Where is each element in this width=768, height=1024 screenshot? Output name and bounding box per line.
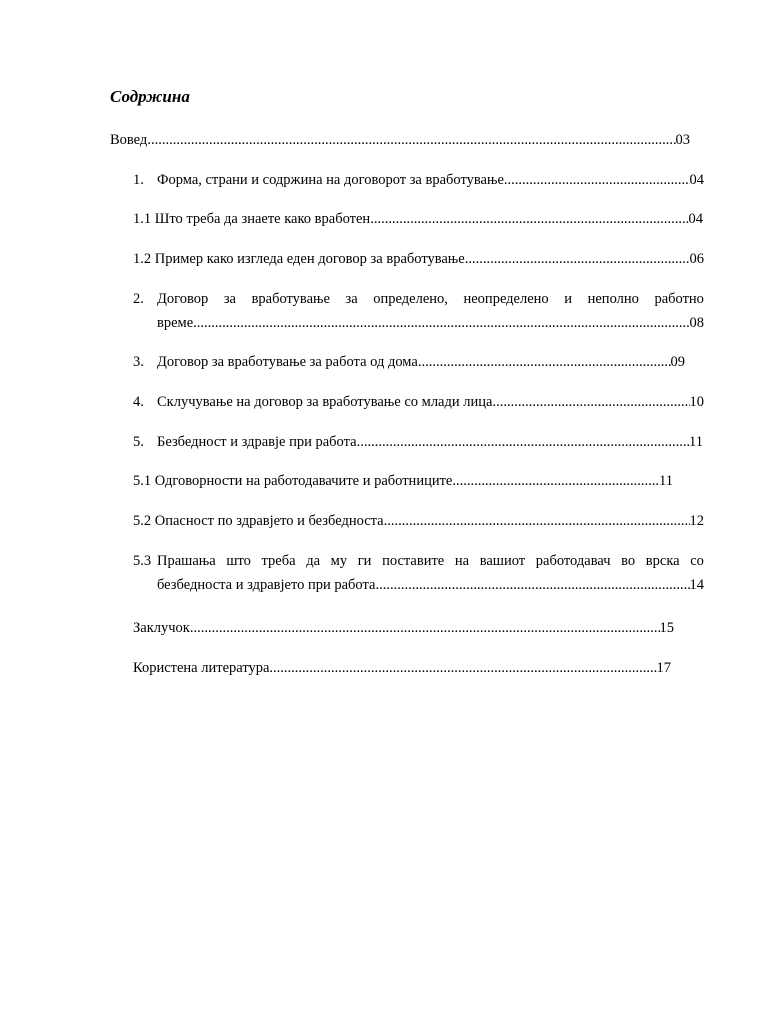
toc-entry-text: Договор за вработување за работа од дома — [157, 354, 418, 370]
toc-word: вашиот — [479, 553, 526, 569]
toc-entry-conclusion[interactable] — [133, 616, 674, 640]
toc-word: и — [564, 291, 573, 307]
toc-entry-3[interactable] — [133, 350, 685, 374]
toc-entry-text-line1 — [157, 549, 704, 573]
toc-word: за — [223, 291, 236, 307]
toc-entry-number: 3. — [133, 354, 144, 370]
toc-entry-5-1[interactable] — [133, 469, 673, 493]
toc-page-number: 04 — [688, 211, 703, 227]
toc-title: Содржина — [110, 87, 190, 106]
toc-word: неполно — [587, 291, 639, 307]
toc-page-number: 03 — [675, 132, 690, 148]
toc-entry-text: време — [157, 315, 194, 331]
toc-entry-5-3[interactable] — [133, 549, 704, 597]
toc-dot-leader — [269, 656, 656, 680]
toc-entry-1-2[interactable] — [133, 247, 704, 271]
toc-entry-text: Заклучок — [133, 620, 190, 636]
toc-word: да — [306, 553, 321, 569]
toc-dot-leader — [370, 207, 688, 231]
toc-entry-number: 1. — [133, 172, 144, 188]
toc-entry-4[interactable] — [133, 390, 704, 414]
toc-word: што — [226, 553, 251, 569]
toc-page-number: 08 — [689, 315, 704, 331]
toc-entry-text: Безбедност и здравје при работа — [157, 434, 357, 450]
toc-entry-text: 5.2 Опасност по здравјето и безбедноста — [133, 513, 384, 529]
toc-entry-text: 5.1 Одговорности на работодавачите и работниците — [133, 473, 453, 489]
toc-page-number: 11 — [689, 434, 703, 450]
toc-entry-text: Склучување на договор за вработување со млади лица — [157, 394, 493, 410]
toc-entry-5-2[interactable] — [133, 509, 704, 533]
toc-entry-5[interactable] — [133, 430, 703, 454]
toc-entry-text: Форма, страни и содржина на договорот за вработување — [157, 172, 504, 188]
toc-word: со — [690, 553, 704, 569]
toc-page-number: 17 — [656, 660, 671, 676]
toc-word: неопределено — [463, 291, 549, 307]
toc-dot-leader — [492, 390, 689, 414]
toc-entry-text: 1.1 Што треба да знаете како вработен — [133, 211, 371, 227]
toc-page-number: 04 — [689, 172, 704, 188]
toc-dot-leader — [465, 247, 690, 271]
toc-word: работно — [654, 291, 704, 307]
toc-dot-leader — [193, 311, 689, 335]
toc-entry-references[interactable] — [133, 656, 671, 680]
toc-page-number: 15 — [659, 620, 674, 636]
toc-entry-number: 5.3 — [133, 553, 152, 569]
toc-entry-introduction[interactable] — [110, 128, 690, 152]
toc-word: треба — [261, 553, 296, 569]
toc-entry-text: 1.2 Пример како изгледа еден договор за вработување — [133, 251, 465, 267]
toc-word: поставите — [382, 553, 445, 569]
toc-entry-number: 5. — [133, 434, 144, 450]
toc-page-number: 06 — [689, 251, 704, 267]
toc-word: работодавач — [535, 553, 611, 569]
toc-word: на — [454, 553, 470, 569]
toc-entry-number: 4. — [133, 394, 144, 410]
toc-dot-leader — [504, 168, 690, 192]
toc-dot-leader — [375, 573, 689, 597]
toc-entry-text: безбедноста и здравјето при работа — [157, 577, 376, 593]
toc-dot-leader — [418, 350, 671, 374]
toc-dot-leader — [357, 430, 689, 454]
toc-word: определено, — [373, 291, 448, 307]
toc-word: вработување — [251, 291, 330, 307]
toc-entry-text: Користена литература — [133, 660, 270, 676]
toc-dot-leader — [452, 469, 659, 493]
toc-page-number: 11 — [659, 473, 673, 489]
toc-word: врска — [645, 553, 680, 569]
toc-word: му — [330, 553, 348, 569]
toc-dot-leader — [190, 616, 660, 640]
toc-entry-1[interactable] — [133, 168, 704, 192]
toc-page-number: 10 — [689, 394, 704, 410]
toc-word: ги — [357, 553, 372, 569]
toc-word: Договор — [157, 291, 209, 307]
toc-entry-number: 2. — [133, 291, 144, 307]
toc-word: Прашања — [157, 553, 216, 569]
toc-dot-leader — [384, 509, 690, 533]
toc-word: во — [621, 553, 636, 569]
toc-entry-2[interactable] — [133, 287, 704, 335]
toc-page-number: 14 — [689, 577, 704, 593]
toc-entry-text-line1 — [157, 287, 704, 311]
toc-dot-leader — [147, 128, 675, 152]
toc-entry-1-1[interactable] — [133, 207, 703, 231]
toc-entry-text: Вовед — [110, 132, 148, 148]
toc-page-number: 12 — [689, 513, 704, 529]
toc-page-number: 09 — [670, 354, 685, 370]
toc-word: за — [345, 291, 358, 307]
